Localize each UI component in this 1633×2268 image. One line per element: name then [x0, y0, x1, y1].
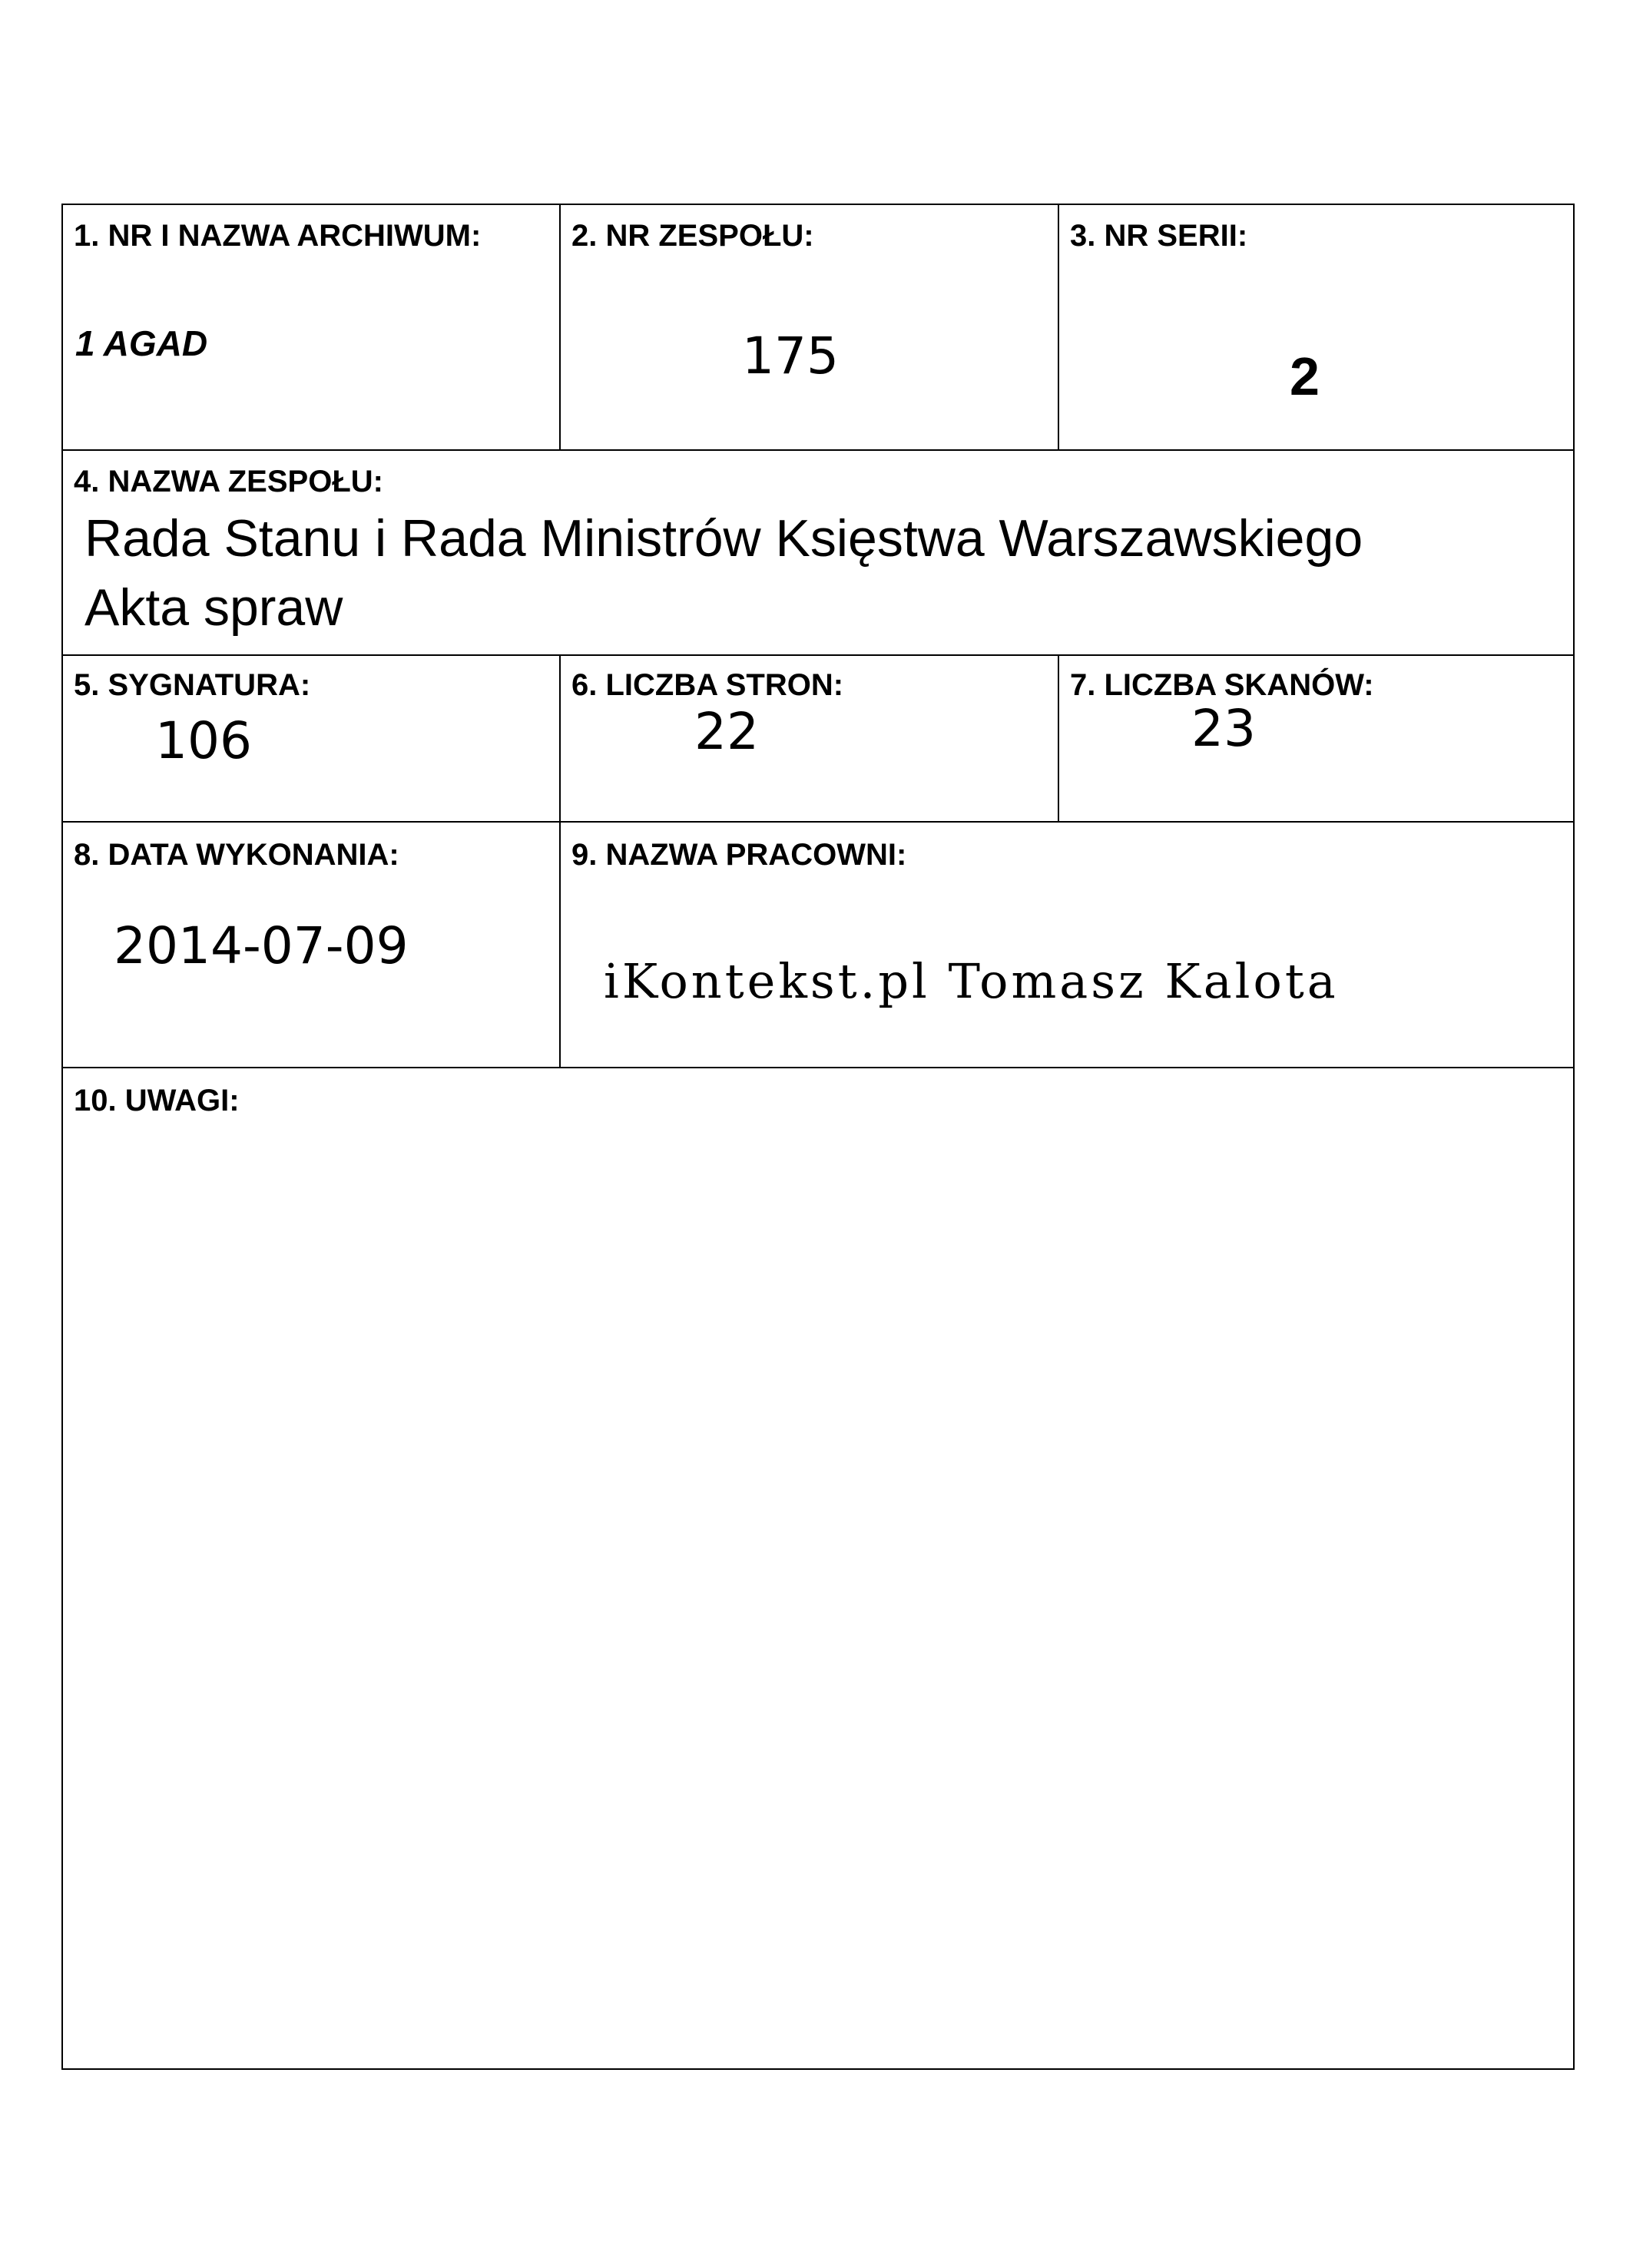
- fonds-number-label: 2. NR ZESPOŁU:: [571, 219, 814, 253]
- fonds-name-label: 4. NAZWA ZESPOŁU:: [74, 465, 383, 498]
- notes-cell: [63, 1068, 1573, 2068]
- archive-label: 1. NR I NAZWA ARCHIWUM:: [74, 219, 482, 253]
- archive-value: 1 AGAD: [75, 323, 208, 363]
- fonds-name-cell: [63, 451, 1573, 654]
- signature-value: 106: [155, 711, 252, 770]
- date-value: 2014-07-09: [114, 916, 409, 975]
- page-count-label: 6. LICZBA STRON:: [571, 668, 844, 702]
- scan-count-value: 23: [1191, 699, 1256, 758]
- signature-label: 5. SYGNATURA:: [74, 668, 311, 702]
- scan-count-cell: [1059, 656, 1573, 821]
- signature-cell: [63, 656, 559, 821]
- workshop-value: iKontekst.pl Tomasz Kalota: [604, 953, 1339, 1009]
- fonds-number-cell: [561, 205, 1058, 449]
- date-cell: [63, 823, 559, 1067]
- fonds-name-line-2: Akta spraw: [84, 578, 343, 637]
- series-number-cell: [1059, 205, 1573, 449]
- notes-label: 10. UWAGI:: [74, 1084, 240, 1117]
- fonds-name-line-1: Rada Stanu i Rada Ministrów Księstwa Warszawskiego: [84, 509, 1363, 568]
- scan-count-label: 7. LICZBA SKANÓW:: [1070, 668, 1374, 702]
- archive-metadata-form: [61, 204, 1575, 2070]
- workshop-cell: [561, 823, 1573, 1067]
- fonds-number-value: 175: [742, 326, 839, 386]
- series-number-value: 2: [1290, 346, 1320, 406]
- page-count-value: 22: [694, 702, 759, 761]
- page-count-cell: [561, 656, 1058, 821]
- date-label: 8. DATA WYKONANIA:: [74, 838, 399, 872]
- series-number-label: 3. NR SERII:: [1070, 219, 1248, 253]
- archive-cell: [63, 205, 559, 449]
- workshop-label: 9. NAZWA PRACOWNI:: [571, 838, 907, 872]
